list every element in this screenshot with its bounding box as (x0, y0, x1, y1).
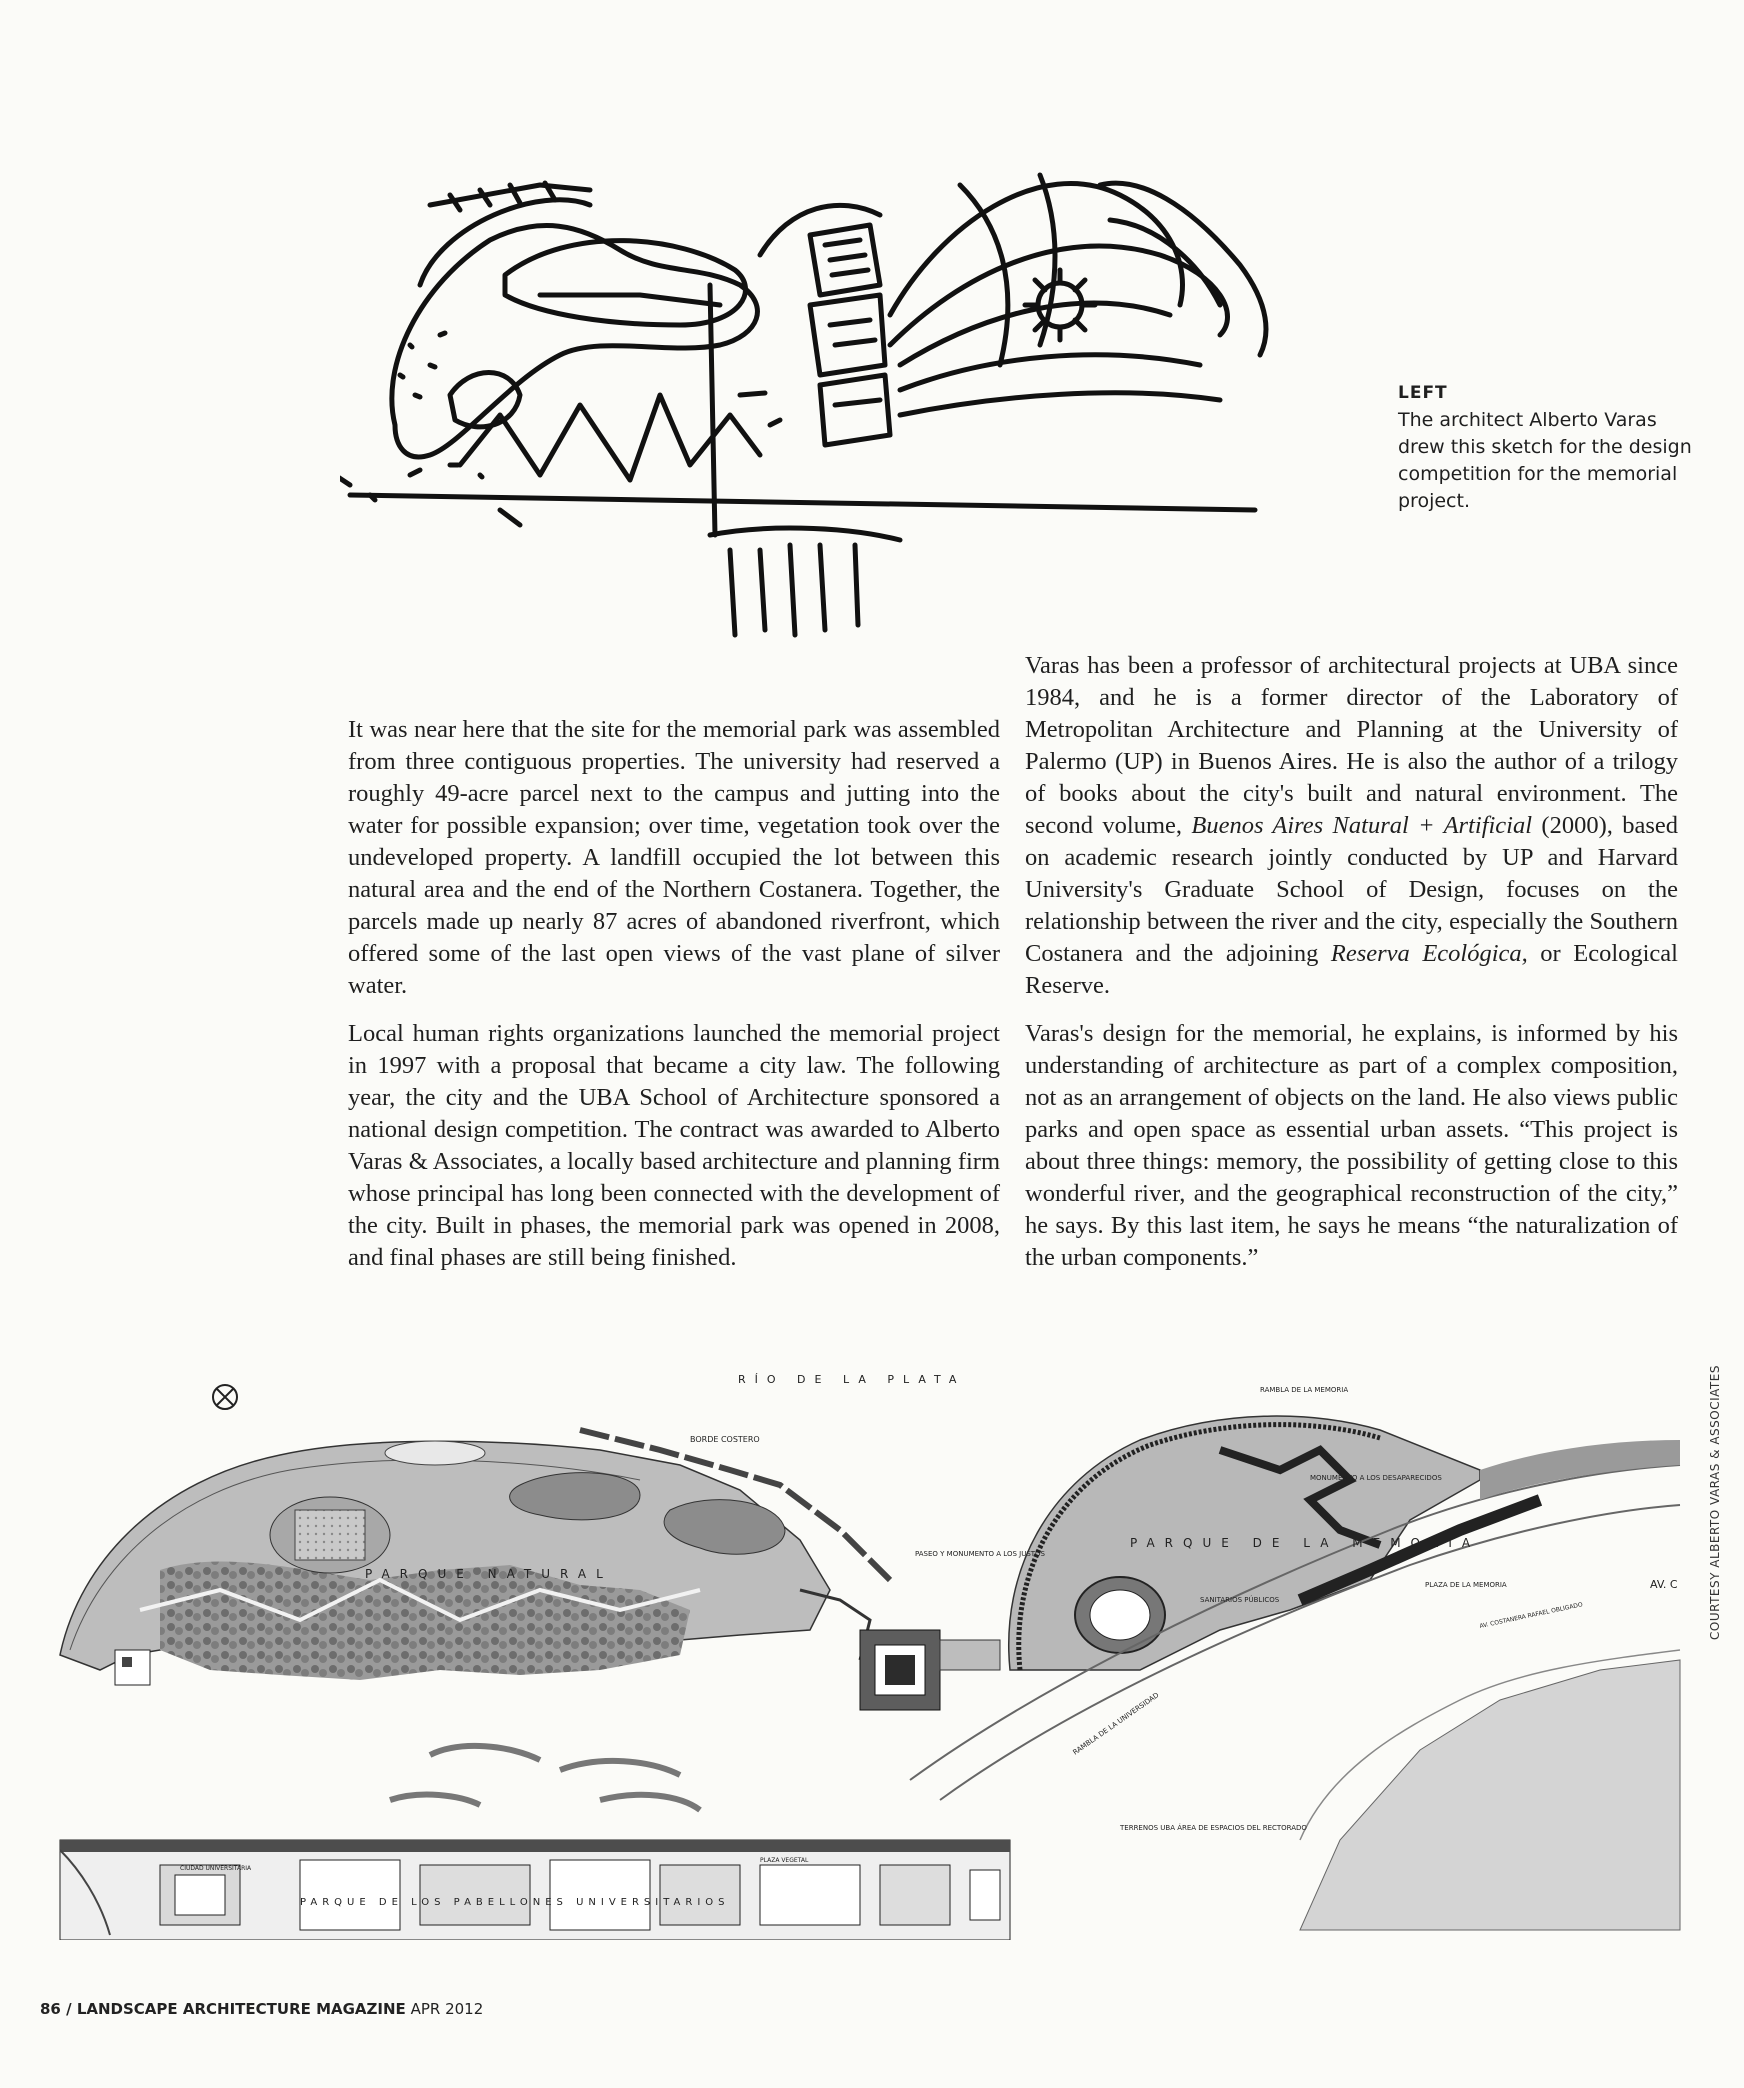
label-av: AV. C (1650, 1578, 1678, 1591)
label-terrenos: TERRENOS UBA ÁREA DE ESPACIOS DEL RECTORADO (1120, 1824, 1307, 1832)
architect-sketch (340, 165, 1300, 685)
body-left-paragraph-2 (348, 1018, 1000, 1274)
book-title: Buenos Aires Natural + Artificial (1191, 812, 1533, 839)
label-plaza-vegetal: PLAZA VEGETAL (760, 1857, 809, 1864)
label-borde: BORDE COSTERO (690, 1435, 760, 1444)
text-run: Varas has been a professor of architectural projects at UBA since 1984, and he is a former director of the Laboratory of Metropolitan Architecture and Planning at the University of Palermo (UP) in Buenos Aires. He is also the author of a trilogy of books about the city's built and natural environment. The second volume, (1025, 652, 1678, 839)
body-right-paragraph-1 (1025, 650, 1678, 1002)
page-folio (40, 2000, 483, 2018)
label-paseo: PASEO Y MONUMENTO A LOS JUSTOS (915, 1550, 1045, 1558)
paragraph: Varas's design for the memorial, he explains, is informed by his understanding of architecture as part of a complex composition, not as an arrangement of objects on the land. He also views public parks and open space as essential urban assets. “This project is about three things: memory, the possibility of getting close to this wonderful river, and the geographical reconstruction of the city,” he says. By this last item, he says he means “the naturalization of the urban components.” (1025, 1020, 1678, 1271)
text-run: or Ecological Reserve. (1025, 940, 1678, 999)
image-credit: COURTESY ALBERTO VARAS & ASSOCIATES (1708, 1365, 1722, 1640)
label-av-costanera: AV. COSTANERA RAFAEL OBLIGADO (1478, 1601, 1584, 1630)
body-right-paragraph-2 (1025, 1018, 1678, 1274)
label-river: RÍO DE LA PLATA (738, 1373, 966, 1386)
magazine-name: LANDSCAPE ARCHITECTURE MAGAZINE (76, 2000, 406, 2018)
reserve-name: Reserva Ecológica, (1330, 940, 1528, 967)
caption-text: The architect Alberto Varas drew this sketch for the design competition for the memorial project. (1398, 409, 1692, 512)
caption-tag: LEFT (1398, 383, 1448, 403)
label-pabellones: PARQUE DE LOS PABELLONES UNIVERSITARIOS (300, 1897, 730, 1908)
label-parque-memoria: PARQUE DE LA MEMORIA (1130, 1536, 1481, 1550)
label-rambla-memoria: RAMBLA DE LA MEMORIA (1260, 1386, 1349, 1394)
paragraph: Local human rights organizations launched the memorial project in 1997 with a proposal that became a city law. The following year, the city and the UBA School of Architecture sponsored a national design competition. The contract was awarded to Alberto Varas & Associates, a locally based architecture and planning firm whose principal has long been connected with the development of the city. Built in phases, the memorial park was opened in 2008, and final phases are still being finished. (348, 1020, 1000, 1271)
body-left-paragraph-1 (348, 714, 1000, 1002)
label-ciudad: CIUDAD UNIVERSITARIA (180, 1865, 252, 1872)
text-run: (2000), based on academic research jointly conducted by UP and Harvard University's Graduate School of Design, focuses on the relationship between the river and the city, especially the Southern Costanera and the adjoining (1025, 812, 1678, 967)
north-arrow-icon (213, 1385, 237, 1409)
site-plan (40, 1370, 1690, 1940)
label-monumento: MONUMENTO A LOS DESAPARECIDOS (1310, 1474, 1442, 1482)
paragraph: It was near here that the site for the memorial park was assembled from three contiguous properties. The university had reserved a roughly 49-acre parcel next to the campus and jutting into the water for possible expansion; over time, vegetation took over the undeveloped property. A landfill occupied the lot between this natural area and the end of the Northern Costanera. Together, the parcels made up nearly 87 acres of abandoned riverfront, which offered some of the last open views of the vast plane of silver water. (348, 716, 1000, 999)
label-plaza: PLAZA DE LA MEMORIA (1425, 1581, 1507, 1589)
sketch-caption (1398, 380, 1698, 515)
label-sanitarios: SANITARIOS PÚBLICOS (1200, 1596, 1280, 1604)
label-parque-natural: PARQUE NATURAL (365, 1567, 613, 1581)
label-rambla-univ: RAMBLA DE LA UNIVERSIDAD (1071, 1691, 1161, 1757)
page-number: 86 (40, 2000, 61, 2018)
paragraph (1025, 650, 1678, 1002)
issue-date: APR 2012 (405, 2000, 484, 2018)
folio-separator: / (60, 2000, 77, 2018)
